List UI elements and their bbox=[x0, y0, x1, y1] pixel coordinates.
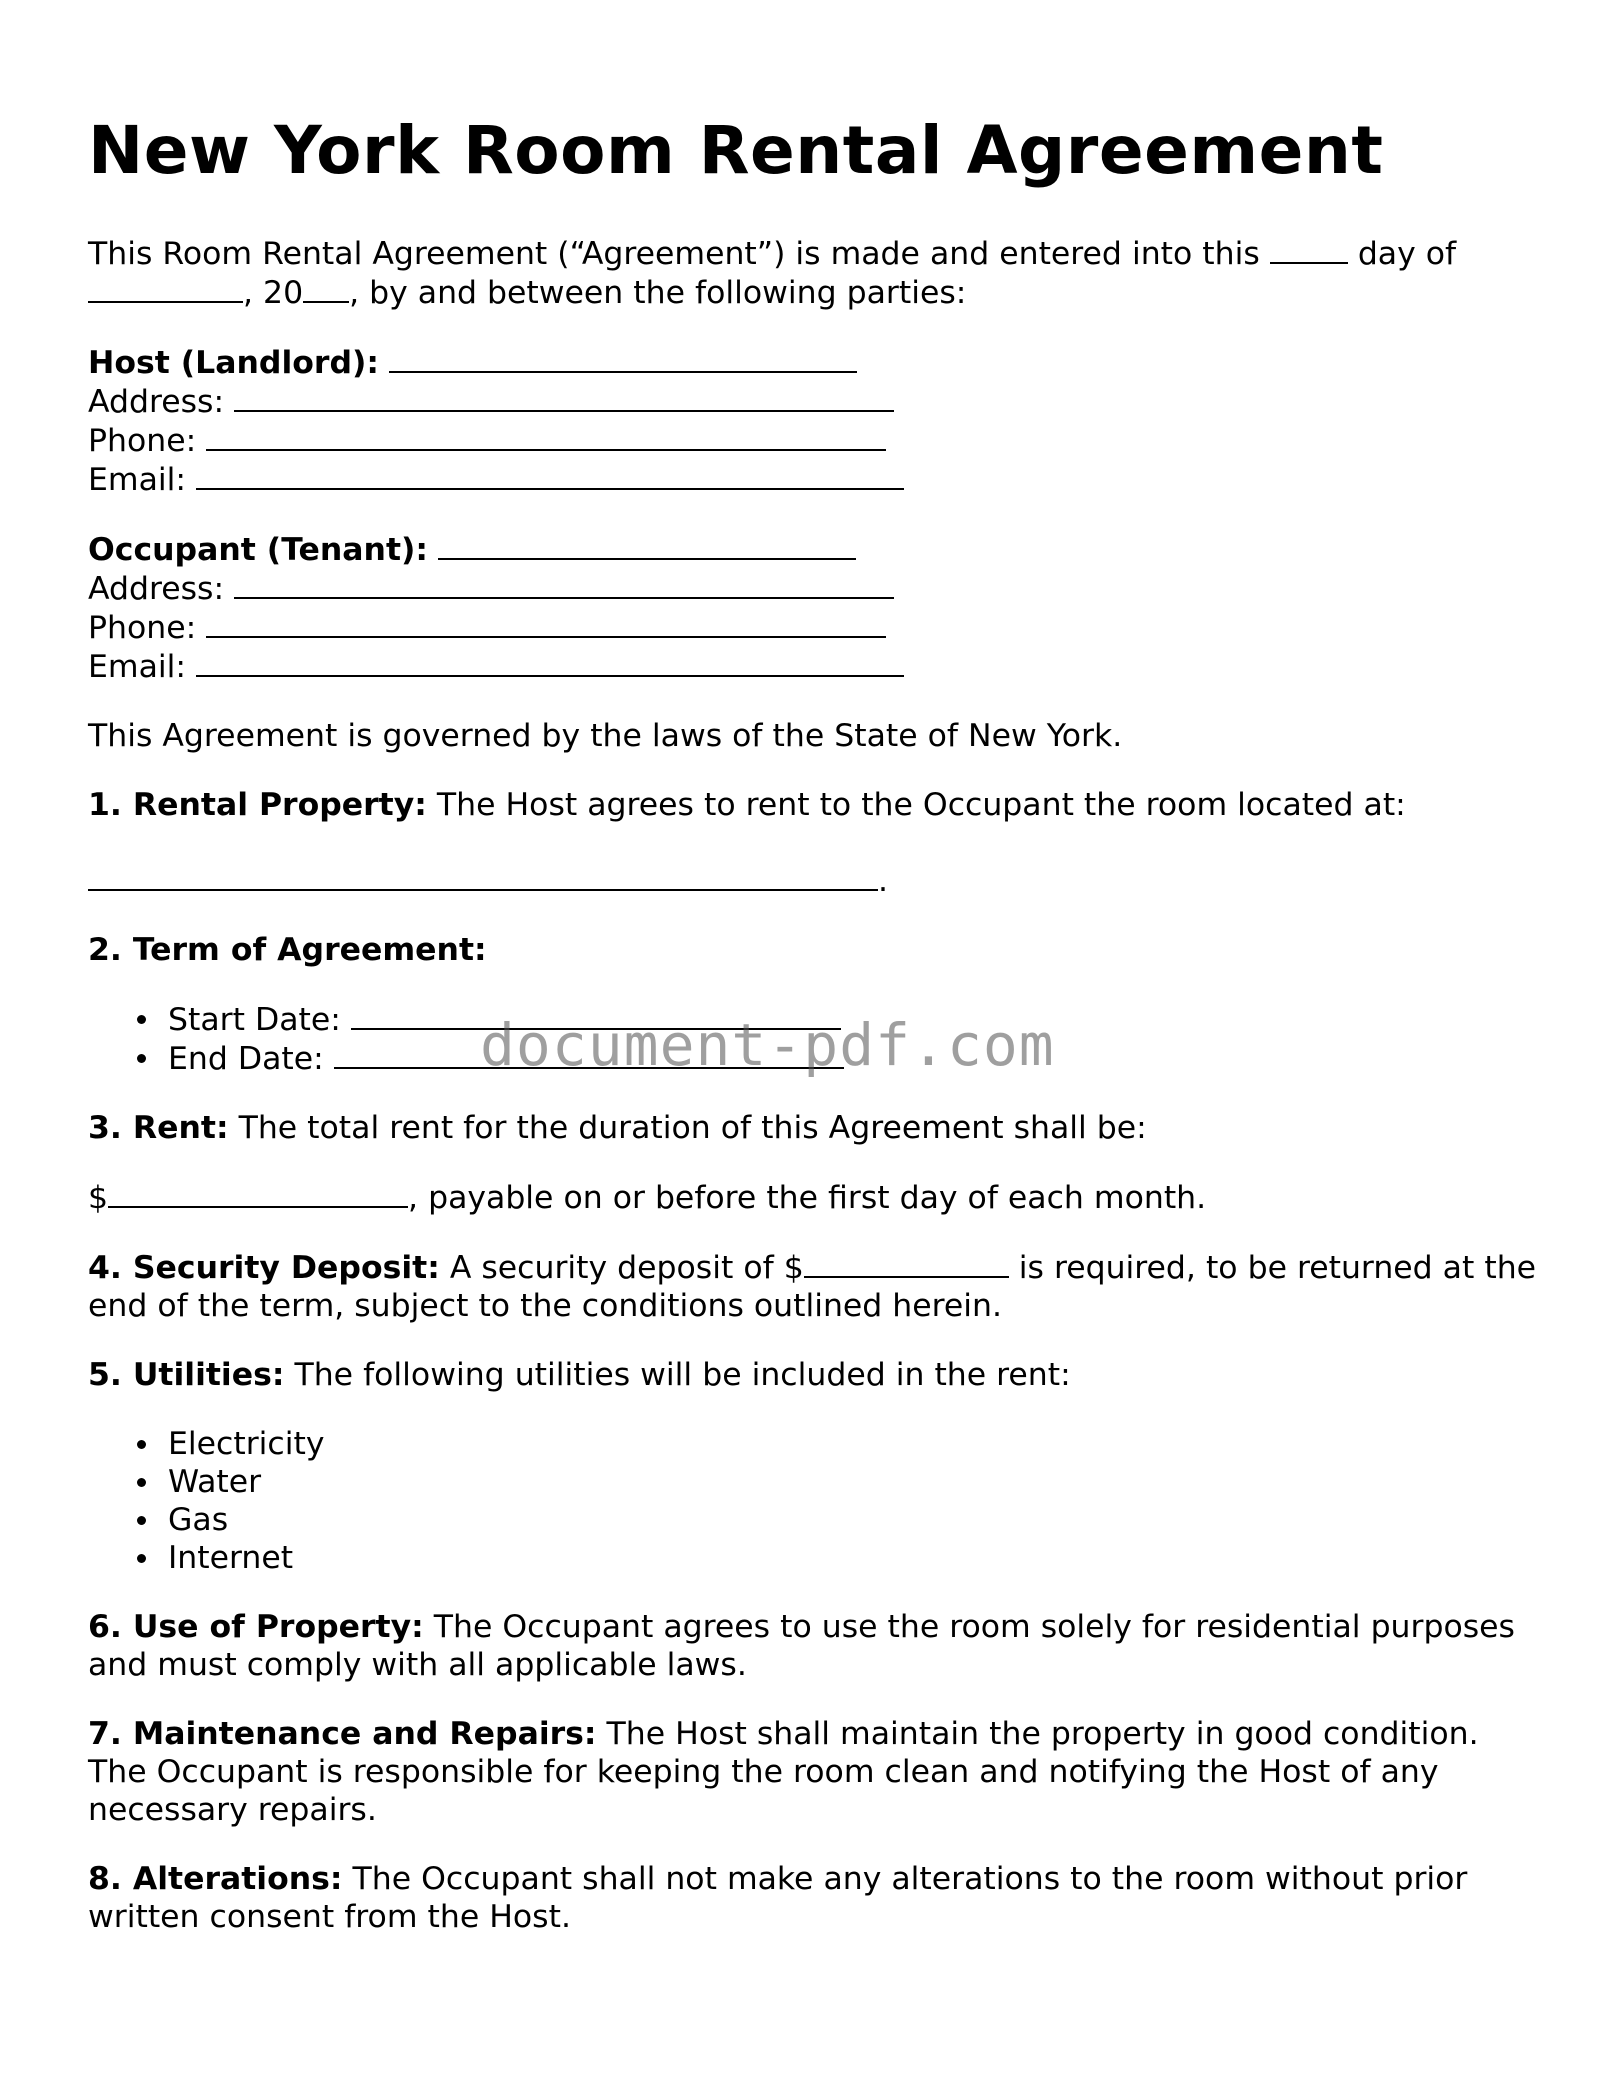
list-item: Internet bbox=[168, 1539, 1538, 1577]
host-address-line bbox=[88, 382, 1538, 421]
list-item: Gas bbox=[168, 1501, 1538, 1539]
day-of-label: day of bbox=[1357, 236, 1457, 272]
section-2-heading: 2. Term of Agreement: bbox=[88, 932, 487, 968]
section-4-heading: 4. Security Deposit: bbox=[88, 1250, 440, 1286]
section-7-heading: 7. Maintenance and Repairs: bbox=[88, 1716, 597, 1752]
section-1-text: The Host agrees to rent to the Occupant the room located at: bbox=[436, 787, 1406, 823]
section-1-heading: 1. Rental Property: bbox=[88, 787, 427, 823]
host-address-label: Address: bbox=[88, 384, 225, 420]
intro-paragraph bbox=[88, 234, 1538, 312]
occupant-phone-label: Phone: bbox=[88, 610, 197, 646]
section-8-text: The Occupant shall not make any alterations to the room without prior written consent from the Host. bbox=[88, 1861, 1468, 1935]
section-4 bbox=[88, 1248, 1538, 1325]
day-blank[interactable] bbox=[1270, 234, 1348, 264]
occupant-email-label: Email: bbox=[88, 649, 187, 685]
section-6-text: The Occupant agrees to use the room solely for residential purposes and must comply with all applicable laws. bbox=[88, 1609, 1515, 1683]
section-5 bbox=[88, 1356, 1538, 1394]
end-date-label: End Date: bbox=[168, 1041, 324, 1077]
occupant-phone-field[interactable] bbox=[206, 608, 886, 638]
host-email-field[interactable] bbox=[196, 460, 904, 490]
occupant-address-label: Address: bbox=[88, 571, 225, 607]
property-end-punct: . bbox=[878, 863, 889, 899]
host-heading: Host (Landlord): bbox=[88, 345, 379, 381]
host-name-line bbox=[88, 343, 1538, 382]
utilities-list bbox=[88, 1425, 1538, 1577]
section-4-text-before: A security deposit of $ bbox=[449, 1250, 804, 1286]
year-prefix: , 20 bbox=[243, 275, 304, 311]
section-6 bbox=[88, 1608, 1538, 1684]
host-name-field[interactable] bbox=[389, 343, 857, 373]
occupant-address-field[interactable] bbox=[234, 569, 894, 599]
deposit-amount-field[interactable] bbox=[804, 1248, 1009, 1278]
host-email-line bbox=[88, 460, 1538, 499]
rent-payable-text: , payable on or before the first day of each month. bbox=[408, 1180, 1207, 1216]
section-7-text: The Host shall maintain the property in good condition. The Occupant is responsible for keeping the room clean and notifying the Host of any necessary repairs. bbox=[88, 1716, 1479, 1828]
host-phone-field[interactable] bbox=[206, 421, 886, 451]
list-item: Electricity bbox=[168, 1425, 1538, 1463]
occupant-heading: Occupant (Tenant): bbox=[88, 532, 429, 568]
occupant-name-field[interactable] bbox=[438, 530, 856, 560]
section-1 bbox=[88, 786, 1538, 824]
month-blank[interactable] bbox=[88, 273, 243, 303]
host-phone-line bbox=[88, 421, 1538, 460]
occupant-block bbox=[88, 530, 1538, 686]
property-address-line bbox=[88, 824, 1538, 900]
watermark: document-pdf.com bbox=[480, 1011, 1055, 1079]
occupant-email-field[interactable] bbox=[196, 647, 904, 677]
host-block bbox=[88, 343, 1538, 499]
list-item: Water bbox=[168, 1463, 1538, 1501]
host-email-label: Email: bbox=[88, 462, 187, 498]
governing-law: This Agreement is governed by the laws of the State of New York. bbox=[88, 718, 1123, 754]
year-blank[interactable] bbox=[303, 273, 349, 303]
section-5-heading: 5. Utilities: bbox=[88, 1357, 285, 1393]
section-6-heading: 6. Use of Property: bbox=[88, 1609, 424, 1645]
section-2 bbox=[88, 931, 1538, 969]
intro-text: This Room Rental Agreement (“Agreement”) is made and entered into this bbox=[88, 236, 1260, 272]
occupant-address-line bbox=[88, 569, 1538, 608]
rent-amount-line bbox=[88, 1178, 1538, 1217]
host-address-field[interactable] bbox=[234, 382, 894, 412]
section-4-text-after: is required, to be returned at the end of the term, subject to the conditions outlined herein. bbox=[88, 1250, 1537, 1324]
occupant-name-line bbox=[88, 530, 1538, 569]
section-3 bbox=[88, 1109, 1538, 1147]
section-5-text: The following utilities will be included in the rent: bbox=[294, 1357, 1071, 1393]
section-3-heading: 3. Rent: bbox=[88, 1110, 229, 1146]
currency-symbol: $ bbox=[88, 1180, 109, 1216]
start-date-label: Start Date: bbox=[168, 1002, 341, 1038]
property-address-field[interactable] bbox=[88, 861, 878, 891]
section-8-heading: 8. Alterations: bbox=[88, 1861, 343, 1897]
intro-parties-text: , by and between the following parties: bbox=[349, 275, 967, 311]
occupant-phone-line bbox=[88, 608, 1538, 647]
document-title: New York Room Rental Agreement bbox=[88, 112, 1384, 189]
rent-amount-field[interactable] bbox=[108, 1178, 408, 1208]
occupant-email-line bbox=[88, 647, 1538, 686]
host-phone-label: Phone: bbox=[88, 423, 197, 459]
section-8 bbox=[88, 1860, 1538, 1936]
section-7 bbox=[88, 1715, 1538, 1829]
section-3-text: The total rent for the duration of this Agreement shall be: bbox=[238, 1110, 1147, 1146]
